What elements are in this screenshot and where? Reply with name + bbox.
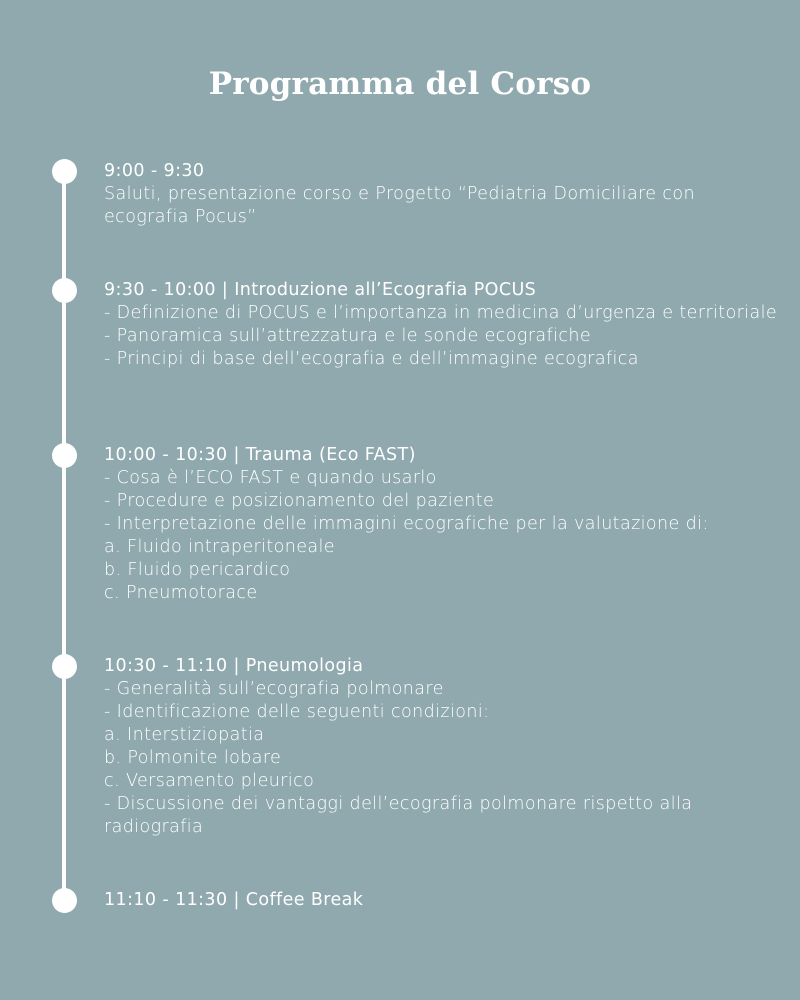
schedule-entry-3 bbox=[104, 444, 784, 605]
timeline-dot-2 bbox=[52, 278, 77, 303]
entry-line: c. Versamento pleurico bbox=[104, 771, 315, 791]
entry-line: - Cosa è l’ECO FAST e quando usarlo bbox=[104, 468, 437, 488]
schedule-entry-5 bbox=[104, 889, 784, 912]
entry-heading: 10:30 - 11:10 | Pneumologia bbox=[104, 656, 364, 676]
entry-heading: 10:00 - 10:30 | Trauma (Eco FAST) bbox=[104, 445, 416, 465]
entry-line: - Definizione di POCUS e l’importanza in medicina d’urgenza e territoriale bbox=[104, 303, 778, 323]
entry-line: - Identificazione delle seguenti condizioni: bbox=[104, 702, 490, 722]
timeline-dot-1 bbox=[52, 159, 77, 184]
entry-line: a. Interstiziopatia bbox=[104, 725, 265, 745]
entry-line: b. Fluido pericardico bbox=[104, 560, 291, 580]
timeline-dot-4 bbox=[52, 654, 77, 679]
entry-heading: 9:00 - 9:30 bbox=[104, 161, 205, 181]
entry-line: - Generalità sull’ecografia polmonare bbox=[104, 679, 444, 699]
timeline-dot-3 bbox=[52, 443, 77, 468]
entry-heading: 11:10 - 11:30 | Coffee Break bbox=[104, 890, 364, 910]
entry-line: b. Polmonite lobare bbox=[104, 748, 282, 768]
schedule-entry-1 bbox=[104, 160, 784, 229]
entry-line: c. Pneumotorace bbox=[104, 583, 258, 603]
entry-heading: 9:30 - 10:00 | Introduzione all’Ecografia POCUS bbox=[104, 280, 537, 300]
entry-line: - Principi di base dell’ecografia e dell’immagine ecografica bbox=[104, 349, 639, 369]
entry-line: - Panoramica sull’attrezzatura e le sonde ecografiche bbox=[104, 326, 592, 346]
entry-line: - Procedure e posizionamento del paziente bbox=[104, 491, 495, 511]
schedule-entry-2 bbox=[104, 279, 784, 371]
schedule-entry-4 bbox=[104, 655, 784, 839]
entry-line: Saluti, presentazione corso e Progetto “Pediatria Domiciliare con ecografia Pocus” bbox=[104, 184, 701, 227]
entry-line: - Interpretazione delle immagini ecografiche per la valutazione di: bbox=[104, 514, 709, 534]
entry-line: - Discussione dei vantaggi dell’ecografia polmonare rispetto alla radiografia bbox=[104, 794, 699, 837]
page-title: Programma del Corso bbox=[208, 66, 592, 102]
timeline-dot-5 bbox=[52, 888, 77, 913]
entry-line: a. Fluido intraperitoneale bbox=[104, 537, 335, 557]
